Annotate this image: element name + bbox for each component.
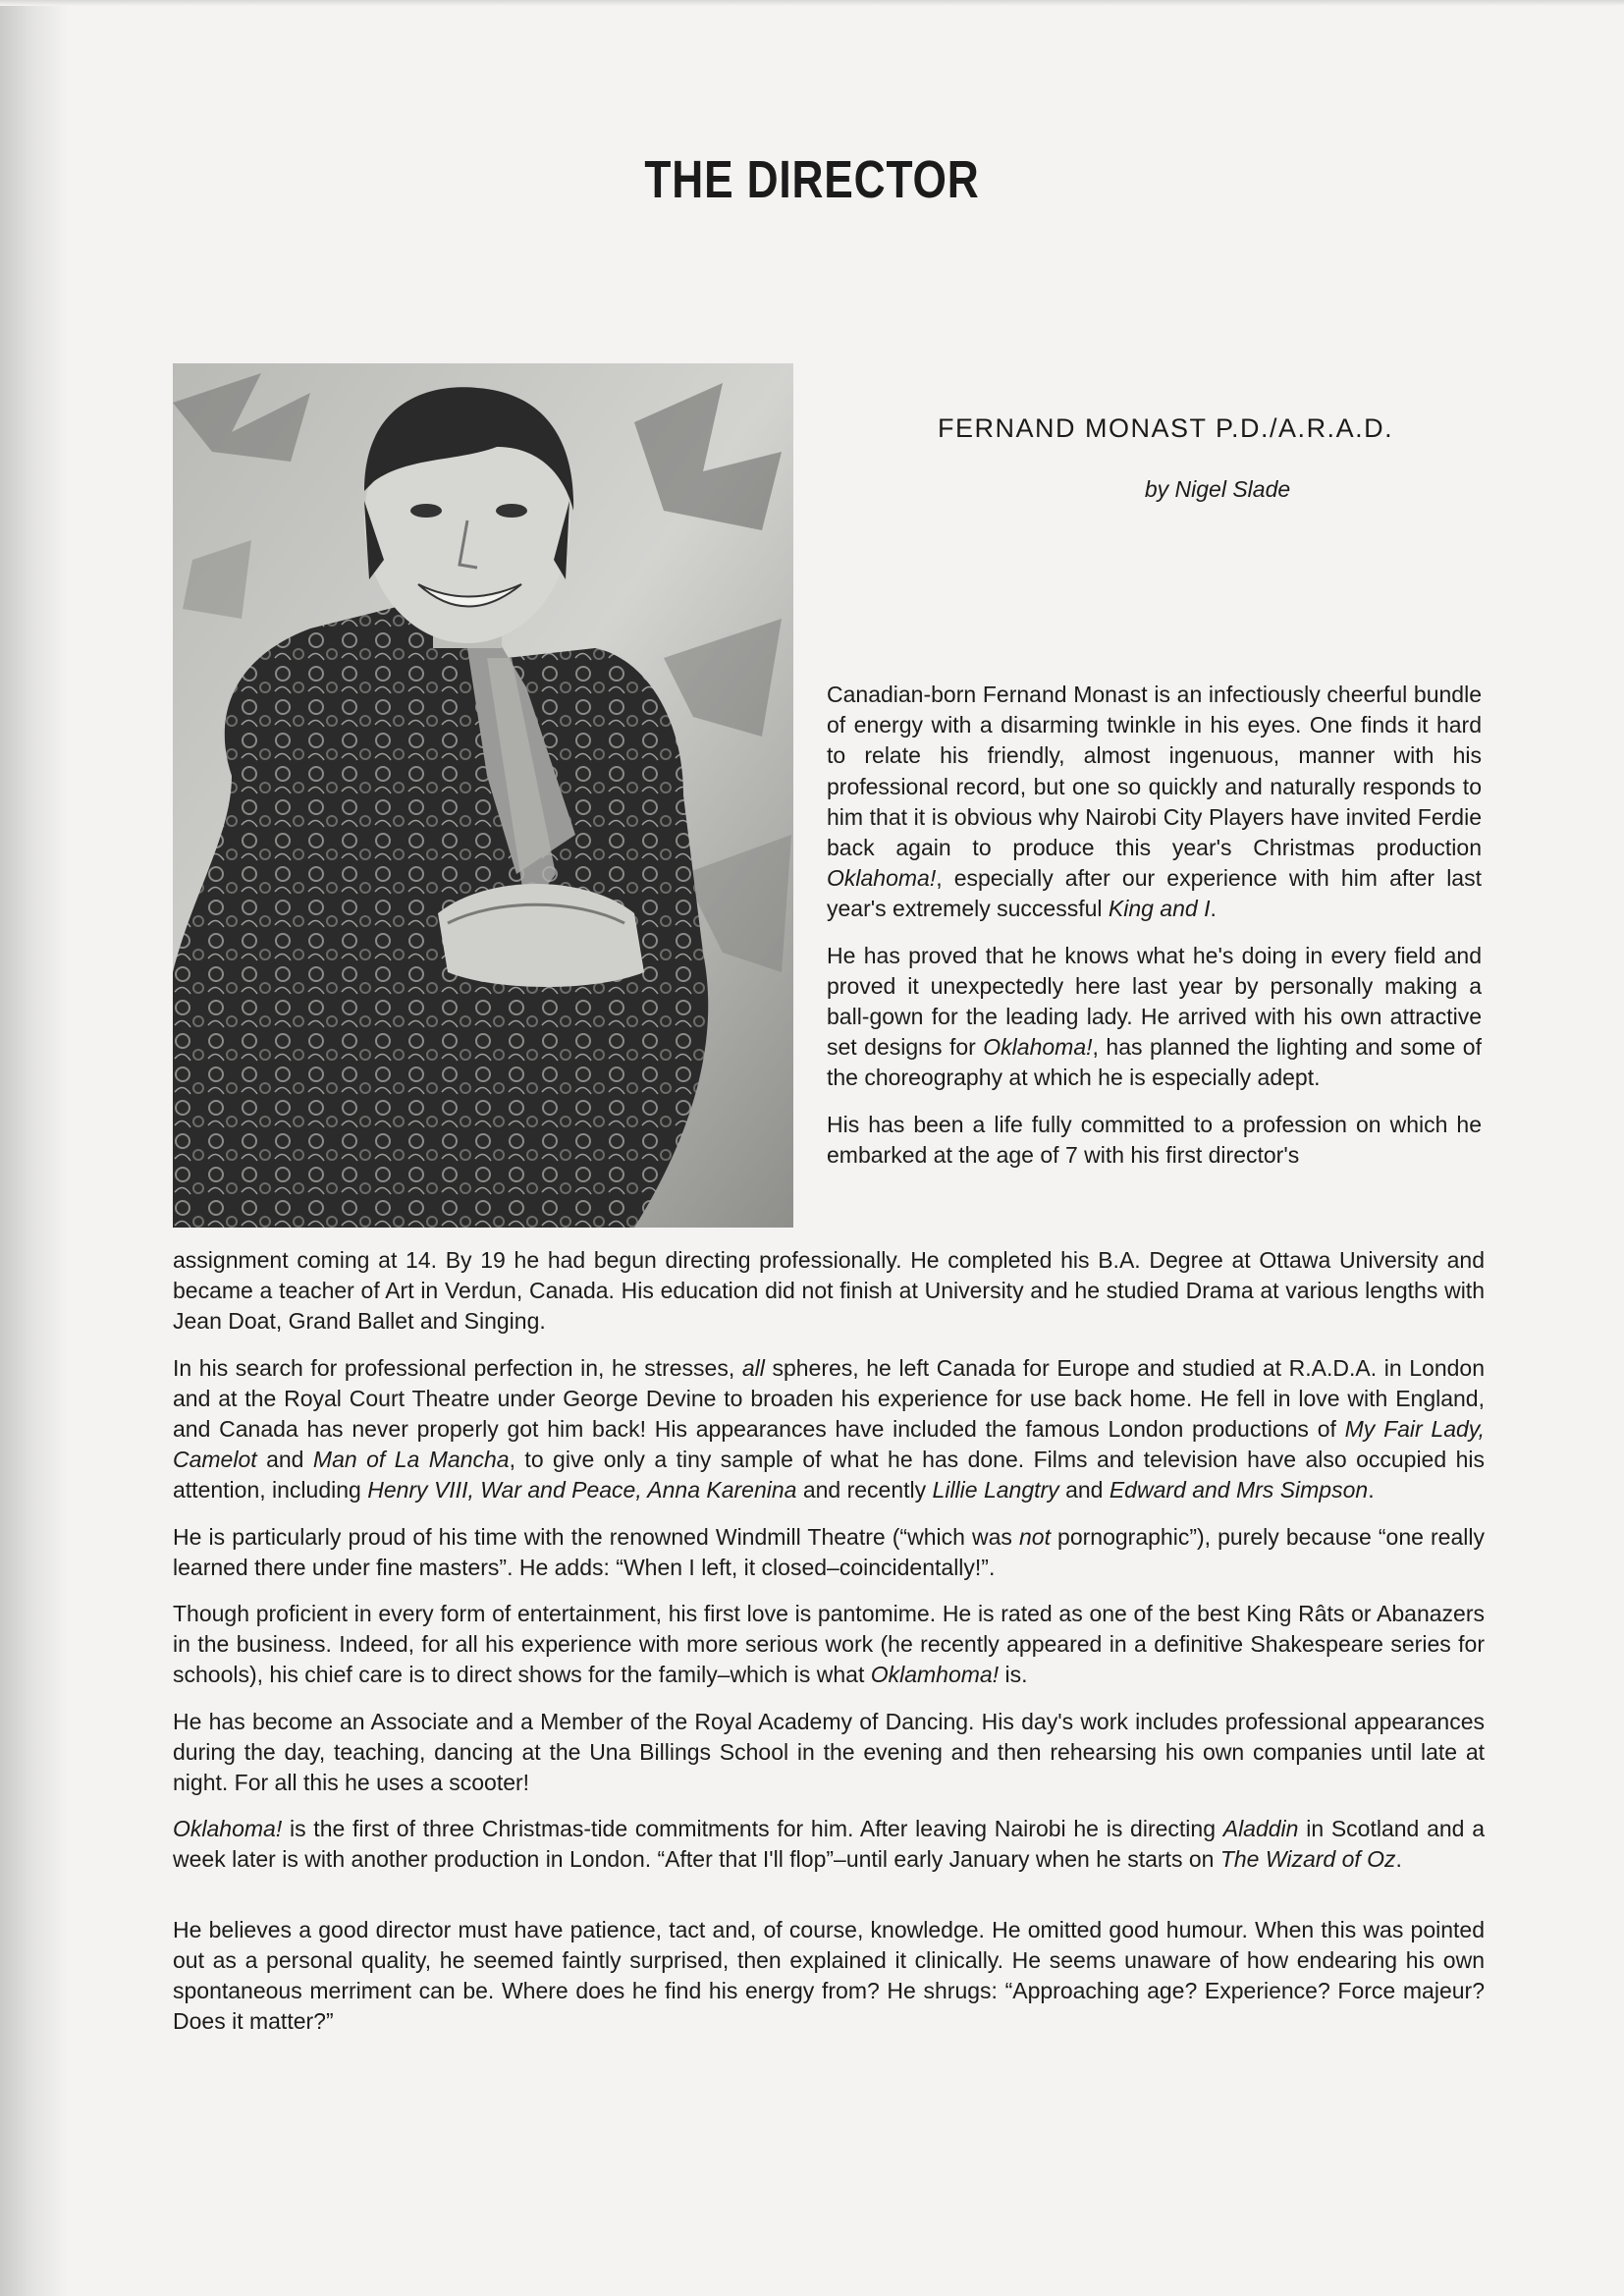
body-text-run: He believes a good director must have patience, tact and, of course, knowledge. He omitted good humour. When this was pointed out as a personal quality, he seemed faintly surprised, then explained it clinically. He seems unaware of how endearing his own spontaneous merriment can be. Where does he find his energy from? He shrugs: “Approaching age? Experience? Force majeur? Does it matter?” <box>173 1916 1485 2035</box>
body-text-run: assignment coming at 14. By 19 he had begun directing professionally. He completed his B.A. Degree at Ottawa University and became a teacher of Art in Verdun, Canada. His education did not finish at University and he studied Drama at various lengths with Jean Doat, Grand Ballet and Singing. <box>173 1247 1485 1335</box>
body-text-run: and <box>1058 1477 1110 1503</box>
article-paragraph <box>827 1110 1482 1171</box>
article-paragraph <box>173 1245 1485 1338</box>
body-text-run: pornographic”), purely because “one really learned there under fine masters”. He adds: “When I left, it closed–coincidentally!”. <box>173 1523 1485 1580</box>
article-paragraph <box>173 1814 1485 1875</box>
italic-title-text: My Fair Lady, Camelot <box>173 1416 1485 1473</box>
page-spine-shadow <box>0 0 69 2296</box>
body-text-run: His has been a life fully committed to a profession on which he embarked at the age of 7 with his first director's <box>827 1111 1482 1168</box>
body-text-run: Though proficient in every form of entertainment, his first love is pantomime. He is rated as one of the best King Râts or Abanazers in the business. Indeed, for all his experience with more serious work (he recently appeared in a definitive Shakespeare series for schools), his chief care is to direct shows for the family–which is what <box>173 1601 1485 1688</box>
body-text-run: , has planned the lighting and some of the choreography at which he is especially adept. <box>827 1034 1482 1091</box>
body-text-run: is. <box>999 1662 1028 1688</box>
italic-title-text: all <box>741 1354 765 1381</box>
italic-title-text: Oklahoma! <box>983 1034 1093 1061</box>
article-body-text <box>173 1245 1485 2052</box>
page-top-edge <box>0 0 1624 6</box>
body-text-run: spheres, he left Canada for Europe and studied at R.A.D.A. in London and at the Royal Court Theatre under George Devine to broaden his experience for use back home. He fell in love with England, and Canada has never properly got him back! His appearances have included the famous London productions of <box>173 1354 1485 1443</box>
body-text-run: In his search for professional perfection in, he stresses, <box>173 1354 742 1381</box>
article-paragraph <box>173 1915 1485 2038</box>
body-text-run: He has proved that he knows what he's doing in every field and proved it unexpectedly here last year by personally making a ball-gown for the leading lady. He arrived with his own attractive set designs for <box>827 942 1482 1061</box>
article-paragraph <box>173 1522 1485 1583</box>
body-text-run: He is particularly proud of his time with the renowned Windmill Theatre (“which was <box>173 1523 1019 1550</box>
article-paragraph <box>173 1707 1485 1799</box>
page-title: THE DIRECTOR <box>644 150 980 209</box>
body-text-run: , to give only a tiny sample of what he has done. Films and television have also occupied his attention, including <box>173 1447 1485 1503</box>
italic-title-text: Edward and Mrs Simpson <box>1109 1477 1369 1503</box>
body-text-run: and <box>256 1447 313 1473</box>
article-paragraph <box>827 680 1482 925</box>
body-text-run: and recently <box>796 1477 933 1503</box>
article-heading: FERNAND MONAST P.D./A.R.A.D. <box>938 413 1394 443</box>
article-byline: by Nigel Slade <box>1144 476 1291 502</box>
italic-title-text: not <box>1018 1523 1051 1550</box>
body-text-run: in Scotland and a week later is with another production in London. “After that I'll flop”–until early January when he starts on <box>173 1816 1485 1873</box>
body-text-run: . <box>1368 1477 1375 1503</box>
article-paragraph <box>173 1599 1485 1691</box>
body-text-run: is the first of three Christmas-tide commitments for him. After leaving Nairobi he is directing <box>282 1816 1223 1842</box>
body-text-run: He has become an Associate and a Member of the Royal Academy of Dancing. His day's work includes professional appearances during the day, teaching, dancing at the Una Billings School in the evening and then rehearsing his own companies until late at night. For all this he uses a scooter! <box>173 1708 1485 1796</box>
body-text-run: , especially after our experience with him after last year's extremely successful <box>827 865 1482 922</box>
article-paragraph <box>827 941 1482 1094</box>
italic-title-text: Henry VIII, War and Peace, Anna Karenina <box>367 1477 797 1503</box>
body-text-run: . <box>1395 1846 1402 1873</box>
italic-title-text: Oklahoma! <box>827 865 937 892</box>
italic-title-text: Oklamhoma! <box>870 1662 1000 1688</box>
italic-title-text: Lillie Langtry <box>932 1477 1059 1503</box>
body-text-run: Canadian-born Fernand Monast is an infectiously cheerful bundle of energy with a disarming twinkle in his eyes. One finds it hard to relate his friendly, almost ingenuous, manner with his professional record, but one so quickly and naturally responds to him that it is obvious why Nairobi City Players have invited Ferdie back again to produce this year's Christmas production <box>827 682 1482 861</box>
article-paragraph <box>173 1353 1485 1506</box>
italic-title-text: Aladdin <box>1222 1816 1299 1842</box>
italic-title-text: Man of La Mancha <box>312 1447 510 1473</box>
italic-title-text: The Wizard of Oz <box>1219 1846 1396 1873</box>
italic-title-text: King and I <box>1108 896 1211 922</box>
italic-title-text: Oklahoma! <box>173 1816 283 1842</box>
body-text-run: . <box>1210 896 1217 922</box>
article-column-text <box>827 680 1482 1186</box>
portrait-photo-icon <box>173 363 793 1228</box>
